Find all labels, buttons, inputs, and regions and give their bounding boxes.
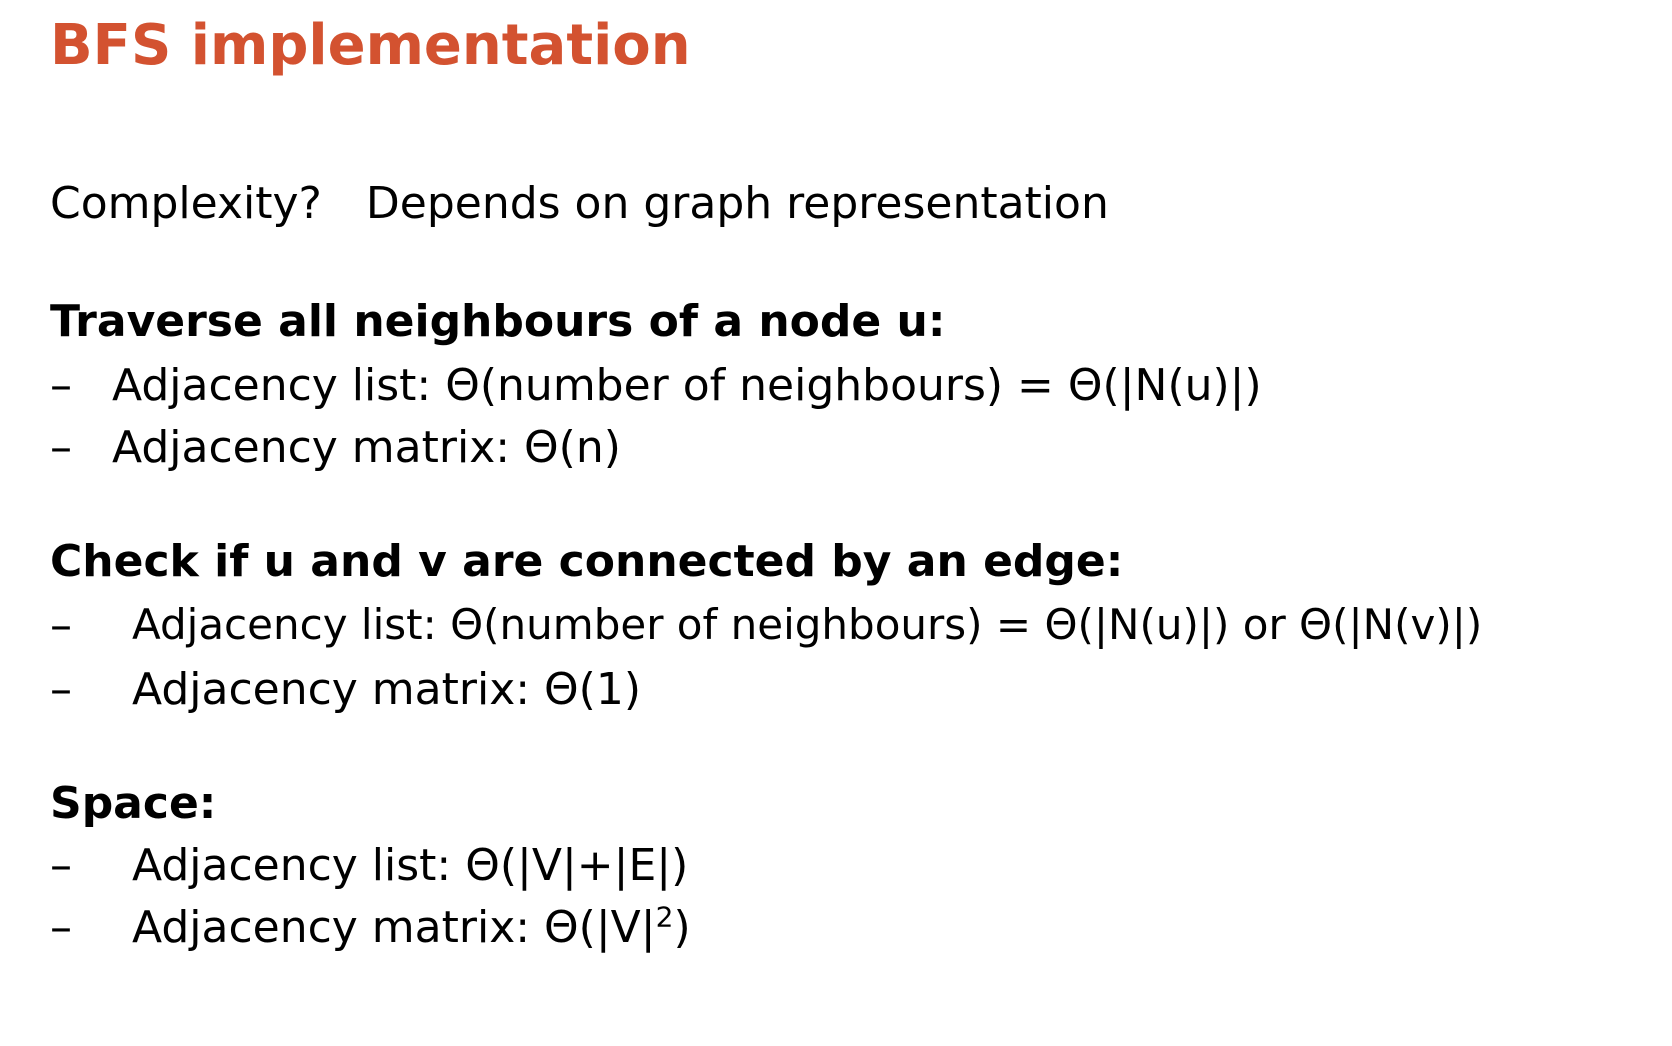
traverse-heading: Traverse all neighbours of a node u:	[50, 296, 946, 347]
check-item-matrix: Adjacency matrix: Θ(1)	[132, 664, 642, 715]
complexity-line	[50, 178, 1109, 231]
check-heading: Check if u and v are connected by an edge:	[50, 536, 1124, 587]
space-item-list: Adjacency list: Θ(|V|+|E|)	[132, 840, 689, 891]
space-item-matrix	[132, 902, 691, 955]
check-item-list: Adjacency list: Θ(number of neighbours) = Θ(|N(u)|) or Θ(|N(v)|)	[132, 600, 1483, 649]
space-bullet-2: –	[50, 902, 72, 953]
slide-title: BFS implementation	[50, 13, 691, 78]
space-item-matrix-text: Adjacency matrix: Θ(|V|	[132, 902, 656, 953]
traverse-item-list: Adjacency list: Θ(number of neighbours) = Θ(|N(u)|)	[112, 360, 1262, 411]
space-heading: Space:	[50, 778, 217, 829]
traverse-bullet-2: –	[50, 422, 72, 473]
complexity-question: Complexity?	[50, 178, 322, 229]
traverse-item-matrix: Adjacency matrix: Θ(n)	[112, 422, 621, 473]
space-item-matrix-exponent: 2	[655, 900, 674, 934]
space-bullet-1: –	[50, 840, 72, 891]
check-bullet-1: –	[50, 600, 72, 651]
space-item-matrix-suffix: )	[673, 902, 691, 953]
check-bullet-2: –	[50, 664, 72, 715]
traverse-bullet-1: –	[50, 360, 72, 411]
complexity-answer: Depends on graph representation	[365, 178, 1109, 229]
